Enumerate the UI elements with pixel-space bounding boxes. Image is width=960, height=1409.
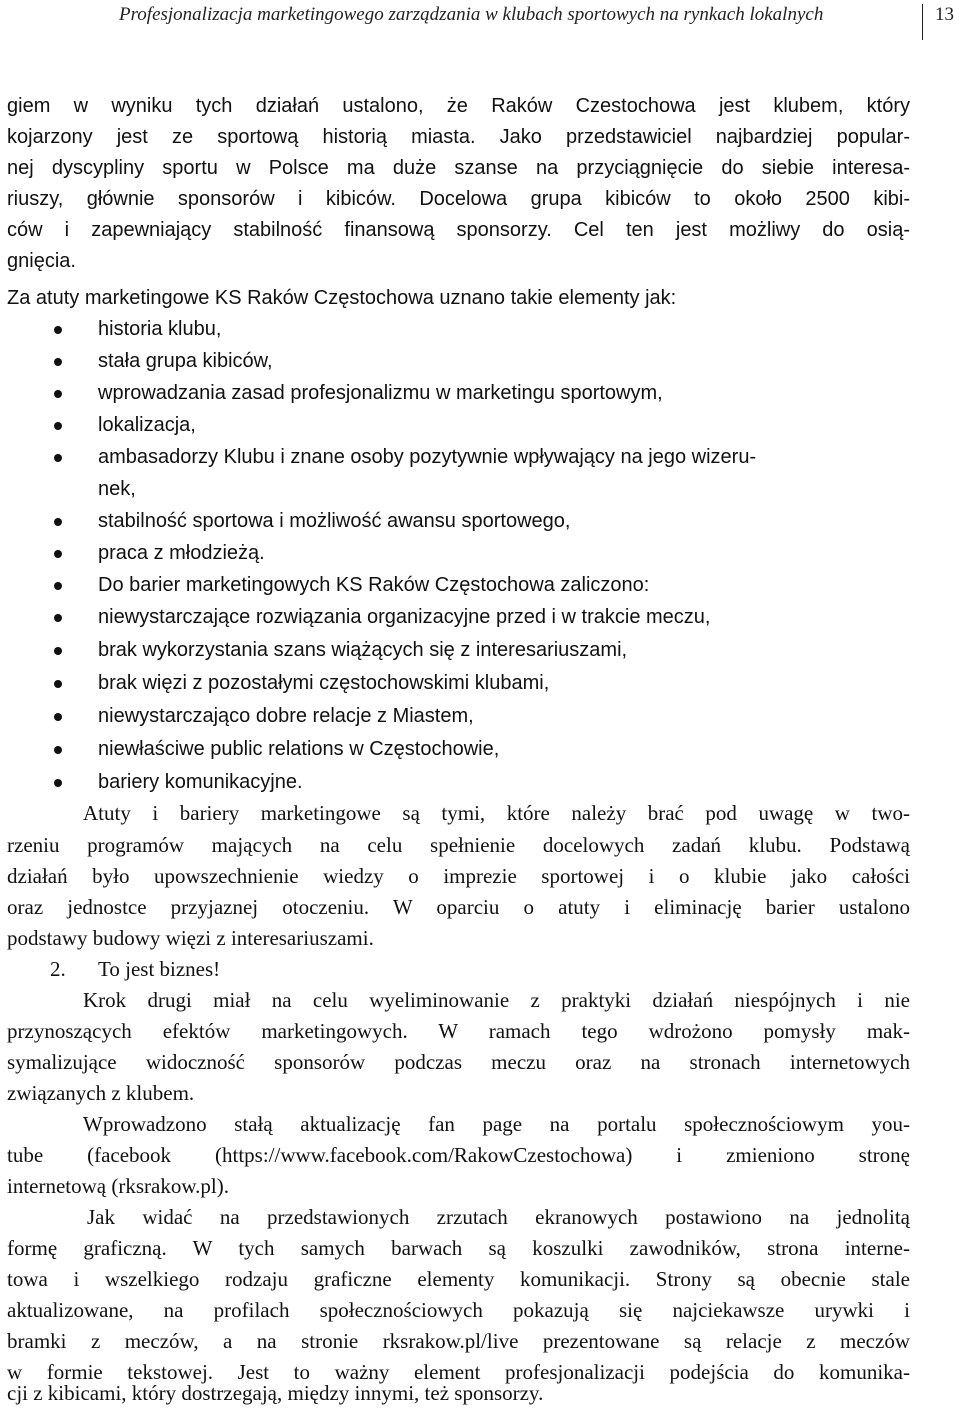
list-item-text: stabilność sportowa i możliwość awansu sportowego,: [98, 510, 571, 532]
list-item: [7, 767, 910, 798]
list-item-text: brak wykorzystania szans wiążących się z interesariuszami,: [98, 639, 628, 661]
list-item: [7, 668, 910, 699]
list-item-text: stała grupa kibiców,: [98, 350, 273, 372]
summary-line: działań było upowszechnienie wiedzy o imprezie sportowej i o klubie jako całości: [7, 864, 910, 888]
bullet-icon: [54, 550, 62, 558]
running-header-title: Profesjonalizacja marketingowego zarządzania w klubach sportowych na rynkach lokalnych: [119, 4, 824, 25]
list-item-text: historia klubu,: [98, 318, 222, 340]
bullet-icon: [54, 680, 62, 688]
bullet-icon: [54, 454, 62, 462]
list-item-text: niewystarczająco dobre relacje z Miastem,: [98, 705, 474, 727]
list-item: [7, 635, 910, 666]
bullet-icon: [54, 713, 62, 721]
intro-line: giem w wyniku tych działań ustalono, że Raków Czestochowa jest klubem, który: [7, 95, 910, 117]
final-line: aktualizowane, na profilach społecznościowych pokazują się najciekawsze urywki i: [7, 1298, 910, 1322]
intro-line: riuszy, głównie sponsorów i kibiców. Docelowa grupa kibiców to około 2500 kibi-: [7, 188, 910, 210]
list-item: [7, 314, 910, 345]
bullet-icon: [54, 326, 62, 334]
list-item-text: praca z młodzieżą.: [98, 542, 265, 564]
final-line: bramki z meczów, a na stronie rksrakow.pl/live prezentowane są relacje z meczów: [7, 1329, 910, 1353]
list-item-text: lokalizacja,: [98, 414, 196, 436]
bullet-icon: [54, 358, 62, 366]
list-item: [7, 442, 910, 473]
bullet-icon: [54, 746, 62, 754]
list-item-text: brak więzi z pozostałymi częstochowskimi klubami,: [98, 672, 550, 694]
list-item: [7, 346, 910, 377]
final-line: towa i wszelkiego rodzaju graficzne elementy komunikacji. Strony są obecnie stale: [7, 1267, 910, 1291]
summary-line: podstawy budowy więzi z interesariuszami.: [7, 926, 374, 950]
krok-line: Krok drugi miał na celu wyeliminowanie z praktyki działań niespójnych i nie: [83, 988, 910, 1012]
bullet-icon: [54, 647, 62, 655]
list-item: [7, 602, 910, 633]
fanpage-line: tube (facebook (https://www.facebook.com/RakowCzestochowa) i zmieniono stronę: [7, 1143, 910, 1167]
intro-line: ców i zapewniający stabilność finansową sponsorzy. Cel ten jest możliwy do osią-: [7, 219, 910, 241]
list-item-text: niewystarczające rozwiązania organizacyjne przed i w trakcie meczu,: [98, 606, 711, 628]
list-item-text: bariery komunikacyjne.: [98, 771, 303, 793]
summary-line: Atuty i bariery marketingowe są tymi, które należy brać pod uwagę w two-: [83, 801, 910, 825]
krok-line: symalizujące widoczność sponsorów podczas meczu oraz na stronach internetowych: [7, 1050, 910, 1074]
bullet-icon: [54, 779, 62, 787]
final-line: w formie tekstowej. Jest to ważny element profesjonalizacji podejścia do komunika-: [7, 1360, 910, 1384]
list-item-text: ambasadorzy Klubu i znane osoby pozytywnie wpływający na jego wizeru-: [98, 446, 757, 468]
bullet-icon: [54, 614, 62, 622]
list-item: [7, 734, 910, 765]
intro-line: gnięcia.: [7, 250, 76, 272]
bullet-icon: [54, 518, 62, 526]
list-item-text: Do barier marketingowych KS Raków Częstochowa zaliczono:: [98, 574, 650, 596]
section-title: To jest biznes!: [98, 957, 221, 981]
intro-line: kojarzony jest ze sportową historią miasta. Jako przedstawiciel najbardziej popular-: [7, 126, 910, 148]
final-line: formę graficzną. W tych samych barwach są koszulki zawodników, strona interne-: [7, 1236, 910, 1260]
list-item-text: niewłaściwe public relations w Częstochowie,: [98, 738, 500, 760]
list-item: [7, 506, 910, 537]
bullet-icon: [54, 422, 62, 430]
page-number: 13: [922, 4, 960, 40]
intro-line: nej dyscypliny sportu w Polsce ma duże szanse na przyciągnięcie do siebie interesa-: [7, 157, 910, 179]
summary-line: oraz jednostce przyjaznej otoczeniu. W oparciu o atuty i eliminację barier ustalono: [7, 895, 910, 919]
summary-line: rzeniu programów mających na celu spełnienie docelowych zadań klubu. Podstawą: [7, 833, 910, 857]
krok-line: przynoszących efektów marketingowych. W ramach tego wdrożono pomysły mak-: [7, 1019, 910, 1043]
list-item: [7, 538, 910, 569]
section-heading: [7, 954, 910, 985]
bullet-icon: [54, 582, 62, 590]
list-item: [7, 410, 910, 441]
final-line: cji z kibicami, który dostrzegają, między innymi, też sponsorzy.: [7, 1381, 544, 1405]
list-item: [7, 570, 910, 601]
list-item-text: nek,: [98, 478, 136, 500]
atuty-intro: Za atuty marketingowe KS Raków Częstochowa uznano takie elementy jak:: [7, 287, 677, 309]
final-line: Jak widać na przedstawionych zrzutach ekranowych postawiono na jednolitą: [87, 1205, 910, 1229]
bullet-icon: [54, 390, 62, 398]
list-item-text: wprowadzania zasad profesjonalizmu w marketingu sportowym,: [98, 382, 663, 404]
section-number: 2.: [50, 957, 66, 981]
list-item: [7, 378, 910, 409]
list-item-continuation: [7, 474, 910, 505]
fanpage-line: Wprowadzono stałą aktualizację fan page na portalu społecznościowym you-: [83, 1112, 910, 1136]
fanpage-line: internetową (rksrakow.pl).: [7, 1174, 229, 1198]
list-item: [7, 701, 910, 732]
krok-line: związanych z klubem.: [7, 1081, 195, 1105]
